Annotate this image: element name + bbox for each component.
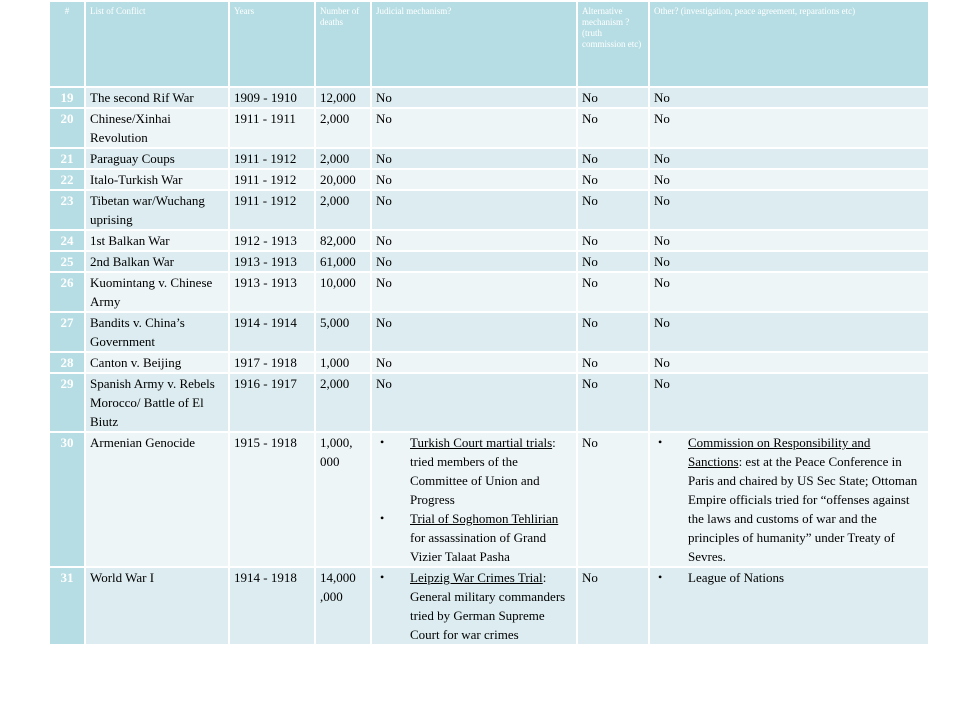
- row-other: No: [649, 373, 929, 432]
- judicial-link[interactable]: Turkish Court martial trials: [410, 435, 553, 450]
- row-alternative: No: [577, 190, 649, 230]
- row-other: No: [649, 251, 929, 272]
- row-number: 26: [49, 272, 85, 312]
- row-conflict: Spanish Army v. Rebels Morocco/ Battle of El Biutz: [85, 373, 229, 432]
- list-item: [376, 509, 572, 566]
- row-years: 1914 - 1914: [229, 312, 315, 352]
- row-years: 1909 - 1910: [229, 87, 315, 108]
- bullet-icon: •: [658, 435, 663, 449]
- conflict-table-container: [48, 0, 928, 646]
- judicial-text: : tried members of the Committee of Union and Progress: [410, 435, 556, 507]
- row-years: 1912 - 1913: [229, 230, 315, 251]
- row-deaths: 2,000: [315, 190, 371, 230]
- row-alternative: No: [577, 352, 649, 373]
- row-years: 1911 - 1911: [229, 108, 315, 148]
- judicial-text: : General military commanders tried by German Supreme Court for war crimes: [410, 570, 566, 642]
- row-number: 24: [49, 230, 85, 251]
- judicial-link[interactable]: Leipzig War Crimes Trial: [410, 570, 543, 585]
- header-other: Other? (investigation, peace agreement, reparations etc): [649, 1, 929, 87]
- row-conflict: 2nd Balkan War: [85, 251, 229, 272]
- header-deaths: Number of deaths: [315, 1, 371, 87]
- row-number: 22: [49, 169, 85, 190]
- table-row: [49, 169, 929, 190]
- row-judicial: No: [371, 272, 577, 312]
- row-deaths: 2,000: [315, 373, 371, 432]
- table-row: [49, 312, 929, 352]
- row-judicial: No: [371, 352, 577, 373]
- row-years: 1913 - 1913: [229, 251, 315, 272]
- row-deaths: 1,000: [315, 352, 371, 373]
- row-years: 1917 - 1918: [229, 352, 315, 373]
- row-deaths: 2,000: [315, 108, 371, 148]
- table-row: [49, 148, 929, 169]
- row-conflict: 1st Balkan War: [85, 230, 229, 251]
- header-years: Years: [229, 1, 315, 87]
- row-conflict: Paraguay Coups: [85, 148, 229, 169]
- row-other: No: [649, 352, 929, 373]
- row-years: 1915 - 1918: [229, 432, 315, 567]
- row-number: 20: [49, 108, 85, 148]
- table-row: [49, 190, 929, 230]
- row-alternative: No: [577, 567, 649, 645]
- row-number: 31: [49, 567, 85, 645]
- header-alternative: Alternative mechanism ? (truth commission etc): [577, 1, 649, 87]
- table-row: [49, 251, 929, 272]
- row-years: 1914 - 1918: [229, 567, 315, 645]
- row-other: No: [649, 87, 929, 108]
- row-alternative: No: [577, 230, 649, 251]
- row-alternative: No: [577, 87, 649, 108]
- row-judicial: No: [371, 87, 577, 108]
- other-text: : est at the Peace Conference in Paris and chaired by US Sec State; Ottoman Empire officials tried for “offenses against the laws and customs of war and the principles of humanity” under Treaty of Sevres.: [688, 454, 918, 564]
- table-header: [49, 1, 929, 87]
- row-judicial: No: [371, 169, 577, 190]
- row-judicial: [371, 567, 577, 645]
- table-row: [49, 352, 929, 373]
- row-conflict: Bandits v. China’s Government: [85, 312, 229, 352]
- row-conflict: Armenian Genocide: [85, 432, 229, 567]
- table-row: [49, 432, 929, 567]
- row-other: No: [649, 108, 929, 148]
- row-years: 1911 - 1912: [229, 190, 315, 230]
- row-number: 29: [49, 373, 85, 432]
- row-alternative: No: [577, 432, 649, 567]
- row-deaths: 82,000: [315, 230, 371, 251]
- row-deaths: 5,000: [315, 312, 371, 352]
- row-conflict: The second Rif War: [85, 87, 229, 108]
- table-row: [49, 272, 929, 312]
- row-alternative: No: [577, 373, 649, 432]
- other-text: League of Nations: [688, 570, 785, 585]
- row-deaths: 10,000: [315, 272, 371, 312]
- row-years: 1911 - 1912: [229, 148, 315, 169]
- row-conflict: Tibetan war/Wuchang uprising: [85, 190, 229, 230]
- row-number: 25: [49, 251, 85, 272]
- bullet-icon: •: [380, 435, 385, 449]
- row-years: 1913 - 1913: [229, 272, 315, 312]
- table-row: [49, 230, 929, 251]
- row-number: 23: [49, 190, 85, 230]
- row-number: 27: [49, 312, 85, 352]
- list-item: [376, 433, 572, 509]
- header-number: #: [49, 1, 85, 87]
- row-alternative: No: [577, 251, 649, 272]
- row-years: 1916 - 1917: [229, 373, 315, 432]
- row-number: 28: [49, 352, 85, 373]
- conflict-table: [48, 0, 930, 646]
- row-other: No: [649, 230, 929, 251]
- row-other: [649, 432, 929, 567]
- row-alternative: No: [577, 312, 649, 352]
- row-number: 30: [49, 432, 85, 567]
- row-judicial: No: [371, 190, 577, 230]
- row-deaths: 14,000 ,000: [315, 567, 371, 645]
- row-deaths: 1,000, 000: [315, 432, 371, 567]
- other-list: [654, 568, 924, 587]
- bullet-icon: •: [380, 570, 385, 584]
- row-alternative: No: [577, 148, 649, 169]
- row-conflict: Canton v. Beijing: [85, 352, 229, 373]
- row-other: No: [649, 272, 929, 312]
- judicial-link[interactable]: Trial of Soghomon Tehlirian: [410, 511, 559, 526]
- list-item: [654, 568, 924, 587]
- row-deaths: 12,000: [315, 87, 371, 108]
- row-years: 1911 - 1912: [229, 169, 315, 190]
- row-other: No: [649, 312, 929, 352]
- list-item: [654, 433, 924, 566]
- header-judicial: Judicial mechanism?: [371, 1, 577, 87]
- header-conflict: List of Conflict: [85, 1, 229, 87]
- judicial-list: [376, 433, 572, 566]
- row-number: 21: [49, 148, 85, 169]
- row-other: No: [649, 148, 929, 169]
- bullet-icon: •: [380, 511, 385, 525]
- row-deaths: 61,000: [315, 251, 371, 272]
- header-row: [49, 1, 929, 87]
- row-alternative: No: [577, 272, 649, 312]
- table-row: [49, 87, 929, 108]
- row-conflict: Chinese/Xinhai Revolution: [85, 108, 229, 148]
- row-conflict: Kuomintang v. Chinese Army: [85, 272, 229, 312]
- judicial-list: [376, 568, 572, 644]
- bullet-icon: •: [658, 570, 663, 584]
- row-conflict: World War I: [85, 567, 229, 645]
- table-row: [49, 108, 929, 148]
- row-alternative: No: [577, 169, 649, 190]
- row-alternative: No: [577, 108, 649, 148]
- row-judicial: No: [371, 251, 577, 272]
- row-number: 19: [49, 87, 85, 108]
- row-conflict: Italo-Turkish War: [85, 169, 229, 190]
- other-link[interactable]: Commission on Responsibility and Sanctions: [688, 435, 871, 469]
- row-judicial: No: [371, 148, 577, 169]
- row-judicial: No: [371, 108, 577, 148]
- row-judicial: No: [371, 312, 577, 352]
- judicial-text: for assassination of Grand Vizier Talaat Pasha: [410, 530, 547, 564]
- row-judicial: No: [371, 373, 577, 432]
- row-other: [649, 567, 929, 645]
- row-other: No: [649, 169, 929, 190]
- table-body: [49, 87, 929, 645]
- row-other: No: [649, 190, 929, 230]
- row-deaths: 2,000: [315, 148, 371, 169]
- row-deaths: 20,000: [315, 169, 371, 190]
- table-row: [49, 567, 929, 645]
- row-judicial: [371, 432, 577, 567]
- other-list: [654, 433, 924, 566]
- list-item: [376, 568, 572, 644]
- table-row: [49, 373, 929, 432]
- row-judicial: No: [371, 230, 577, 251]
